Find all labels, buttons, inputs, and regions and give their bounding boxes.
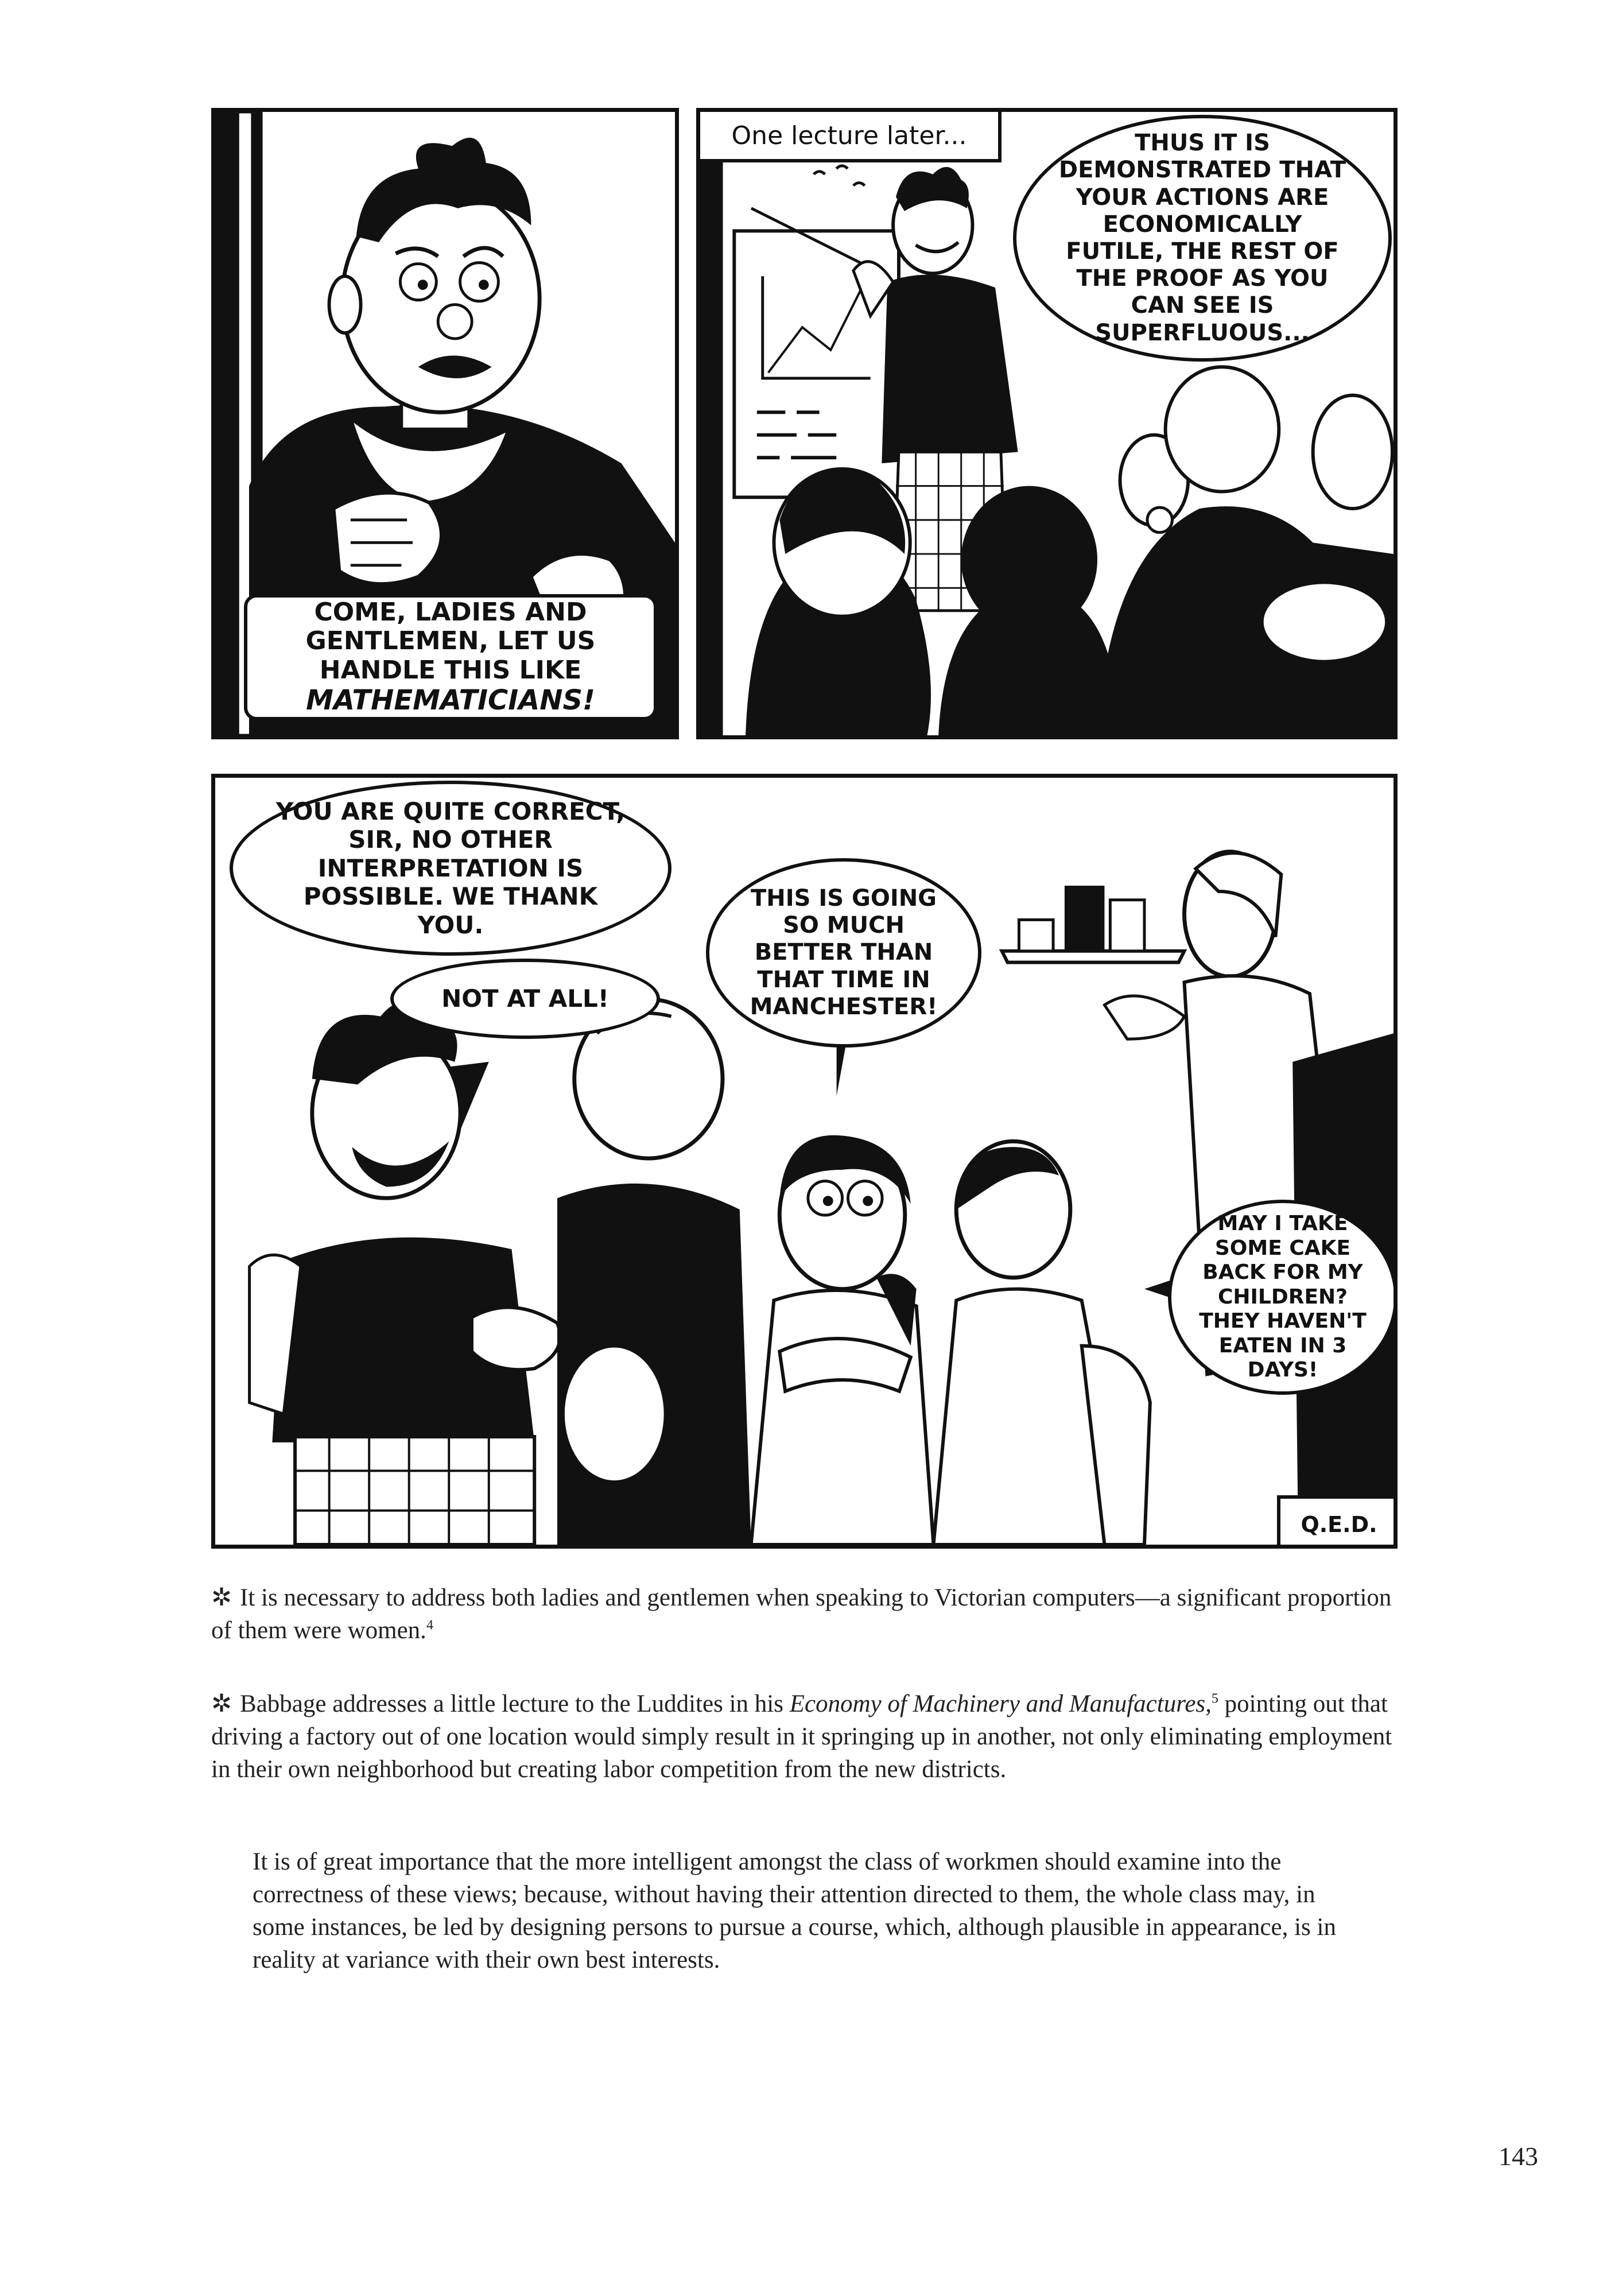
footnote-2-text-after: pointing out that driving a factory out of one location would simply result in it springing up in another, not only eliminating employment in their own neighborhood but creating labor competition from the new districts.	[211, 1690, 1392, 1783]
footnote-2-text-before: Babbage addresses a little lecture to the Luddites in his	[240, 1690, 783, 1717]
panel-3-woman-speech-bubble	[1168, 1200, 1398, 1395]
panel-3-qed-box	[1277, 1495, 1398, 1549]
panel-1-caption-emphasis: MATHEMATICIANS!	[306, 684, 595, 717]
panel-3-babbage-speech-bubble	[390, 959, 660, 1039]
footnote-2-ref: 5	[1211, 1691, 1218, 1707]
comic-panel-2	[696, 108, 1398, 739]
asterisk-icon: ✲	[211, 1689, 232, 1718]
asterisk-icon: ✲	[211, 1583, 232, 1612]
footnote-1-text: It is necessary to address both ladies and gentlemen when speaking to Victorian computers—a significant proportion of them were women.	[211, 1584, 1392, 1644]
panel-2-speech-bubble	[1013, 115, 1392, 362]
comic-panel-3	[211, 774, 1398, 1549]
block-quote-text: It is of great importance that the more intelligent amongst the class of workmen should examine into the correctness of these views; because, without having their attention directed to them, the whole class may, in some instances, be led by designing persons to pursue a course, which, although plausible in appearance, is in reality at variance with their own best interests.	[253, 1848, 1336, 1973]
panel-3-gentleman-speech-text: YOU ARE QUITE CORRECT, SIR, NO OTHER INTERPRETATION IS POSSIBLE. WE THANK YOU.	[275, 797, 626, 939]
panel-3-babbage-speech-text: NOT AT ALL!	[441, 984, 609, 1013]
panel-2-narration-text: One lecture later...	[731, 121, 967, 150]
panel-3-gentleman-speech-bubble	[230, 781, 671, 956]
block-quote	[253, 1845, 1360, 1976]
footnote-1	[211, 1581, 1398, 1647]
panel-3-woman-speech-text: MAY I TAKE SOME CAKE BACK FOR MY CHILDREN? THEY HAVEN'T EATEN IN 3 DAYS!	[1199, 1212, 1367, 1382]
panel-1-caption-text: COME, LADIES AND GENTLEMEN, LET US HANDLE THIS LIKE	[305, 597, 596, 685]
panel-2-narration-box	[700, 112, 1002, 162]
panel-3-qed-text: Q.E.D.	[1301, 1511, 1377, 1537]
comic-panel-1	[211, 108, 679, 739]
page-number: 143	[1499, 2142, 1538, 2171]
footnote-1-ref: 4	[426, 1618, 433, 1633]
panel-3-lady-speech-text: THIS IS GOING SO MUCH BETTER THAN THAT TIME IN MANCHESTER!	[750, 885, 938, 1020]
panel-2-speech-text: THUS IT IS DEMONSTRATED THAT YOUR ACTIONS ARE ECONOMICALLY FUTILE, THE REST OF THE PROOF AS YOU CAN SEE IS SUPERFLUOUS...	[1058, 130, 1346, 346]
panel-1-speech-caption	[244, 594, 657, 720]
panel-3-lady-speech-bubble	[706, 858, 981, 1048]
footnote-2	[211, 1688, 1398, 1786]
book-title: Economy of Machinery and Manufactures,	[789, 1690, 1212, 1717]
